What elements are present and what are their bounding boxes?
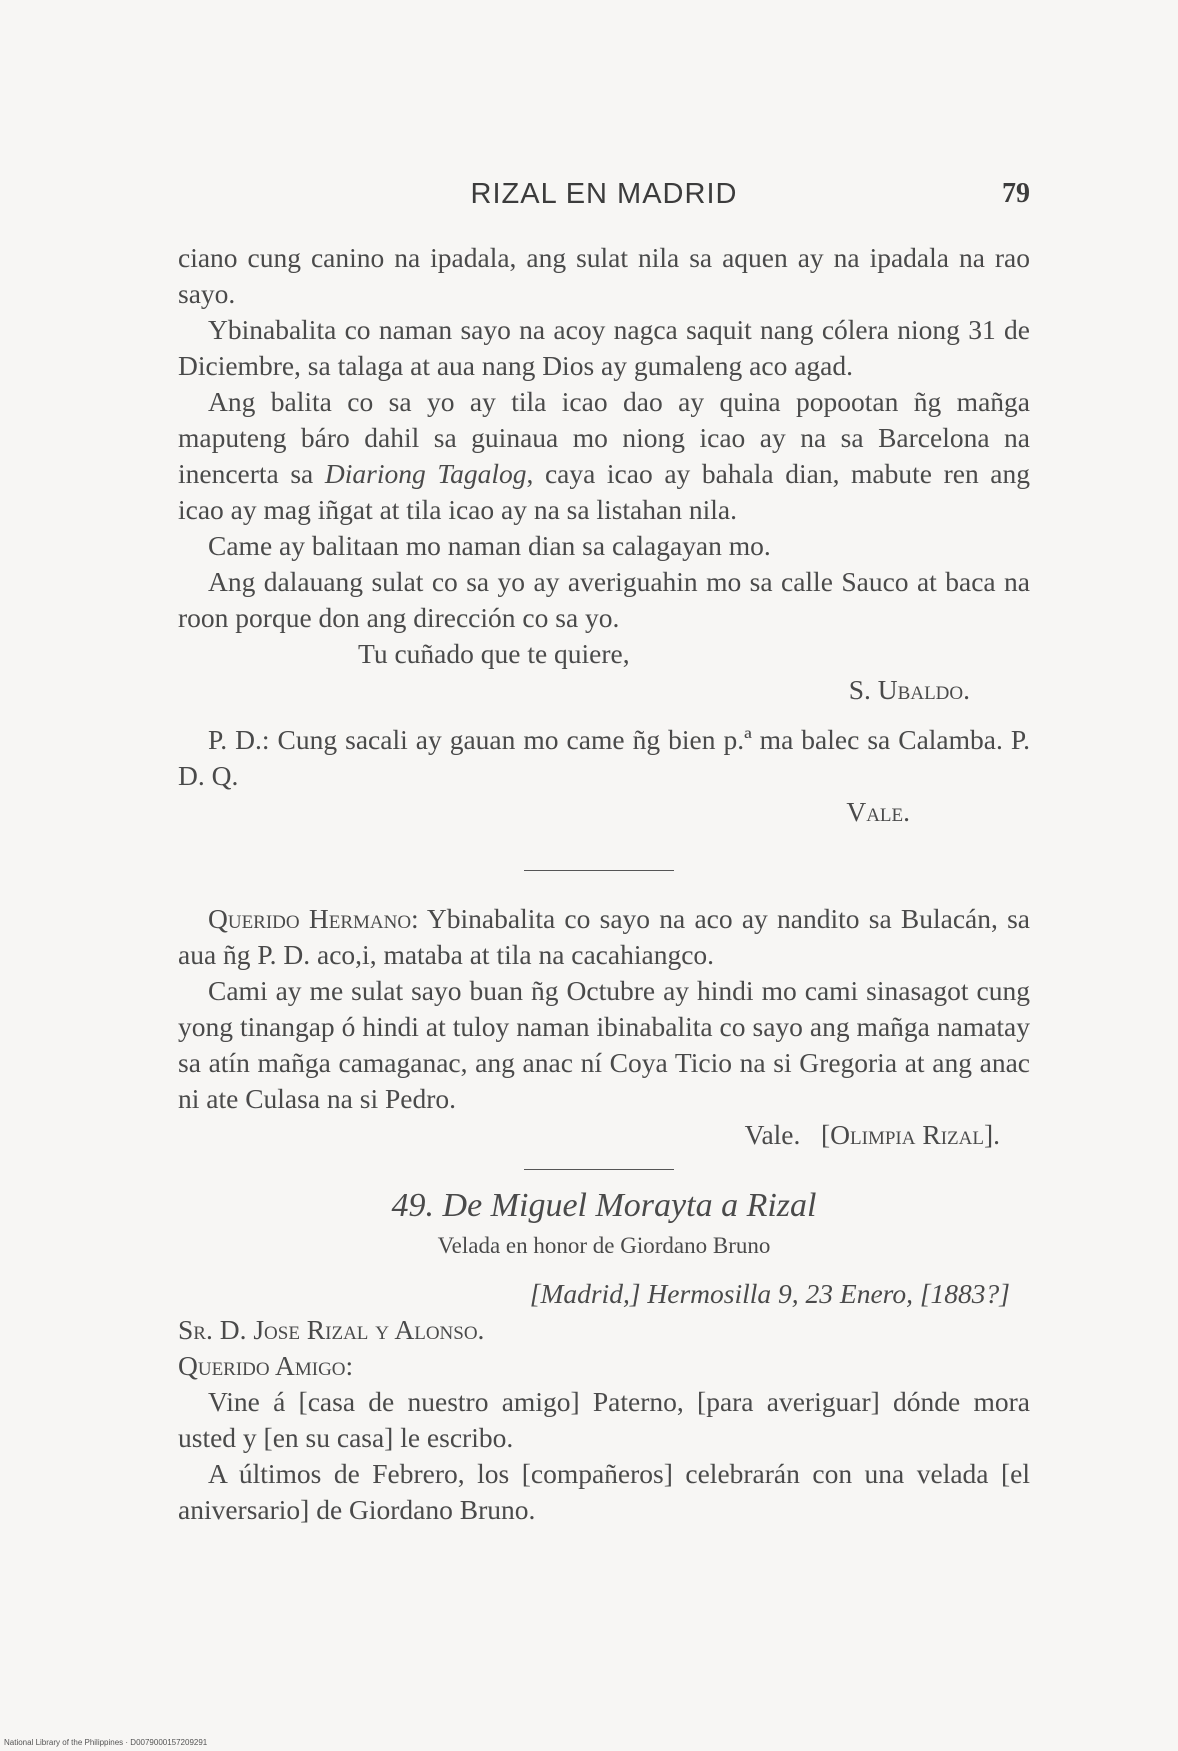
salutation: Querido Hermano: <box>208 903 419 934</box>
paragraph: Ang dalauang sulat co sa yo ay averiguahin mo sa calle Sauco at baca na roon porque don ang dirección co sa yo. <box>178 566 1030 633</box>
page-body <box>178 240 1030 1528</box>
addressee: Sr. D. Jose Rizal y Alonso. <box>178 1314 485 1345</box>
separator-rule <box>524 870 674 871</box>
page-number: 79 <box>1002 178 1030 209</box>
separator-rule <box>524 1169 674 1170</box>
signature: S. Ubaldo. <box>848 674 970 705</box>
paragraph: Cami ay me sulat sayo buan ñg Octubre ay hindi mo cami sinasagot cung yong tinangap ó hindi at tuloy naman ibinabalita co sayo ang mañga namatay sa atín mañga camaganac, ang anac ní Coya Ticio na si Gregoria at ang anac ni ate Culasa na si Pedro. <box>178 975 1030 1114</box>
text-run: Ang balita co sa yo ay tila icao dao ay quina popootan ñg mañga maputeng báro dahil sa guinaua mo niong icao ay na sa Barcelona na inencerta sa <box>178 386 1030 489</box>
paragraph: Vine á [casa de nuestro amigo] Paterno, [para averiguar] dónde mora usted y [en su casa] le escribo. <box>178 1386 1030 1453</box>
paragraph: Ybinabalita co naman sayo na acoy nagca saquit nang cólera niong 31 de Diciembre, sa talaga at aua nang Dios ay gumaleng aco agad. <box>178 314 1030 381</box>
dateline: [Madrid,] Hermosilla 9, 23 Enero, [1883?] <box>529 1278 1010 1309</box>
closing: Tu cuñado que te quiere, <box>358 638 630 669</box>
paragraph <box>178 384 1030 528</box>
paragraph: Came ay balitaan mo naman dian sa calagayan mo. <box>208 530 771 561</box>
signature: [Olimpia Rizal]. <box>821 1119 1000 1150</box>
paragraph: A últimos de Febrero, los [compañeros] celebrarán con una velada [el aniversario] de Giordano Bruno. <box>178 1458 1030 1525</box>
text-run: , caya icao ay bahala dian, mabute ren ang icao ay mag iñgat at tila icao ay na sa listahan nila. <box>178 458 1030 525</box>
postscript: P. D.: Cung sacali ay gauan mo came ñg bien p.ª ma balec sa Calamba. P. D. Q. <box>178 724 1030 791</box>
letter-heading: 49. De Miguel Morayta a Rizal <box>391 1187 817 1224</box>
running-title: RIZAL EN MADRID <box>470 178 738 210</box>
vale: Vale. <box>846 796 910 827</box>
letter-subheading: Velada en honor de Giordano Bruno <box>437 1233 771 1258</box>
paragraph: ciano cung canino na ipadala, ang sulat nila sa aquen ay na ipadala na rao sayo. <box>178 242 1030 309</box>
running-header <box>178 178 1030 218</box>
closing-line <box>178 1117 1030 1153</box>
salutation: Querido Amigo: <box>178 1350 354 1381</box>
footer-credit: National Library of the Philippines · D0079000157209291 <box>4 1738 208 1747</box>
paragraph <box>178 901 1030 973</box>
newspaper-title: Diariong Tagalog <box>324 458 527 489</box>
text-run: Ybinabalita co sayo na aco ay nandito sa Bulacán, sa aua ñg P. D. aco,i, mataba at tila na cacahiangco. <box>178 903 1031 970</box>
vale: Vale. <box>744 1119 801 1150</box>
